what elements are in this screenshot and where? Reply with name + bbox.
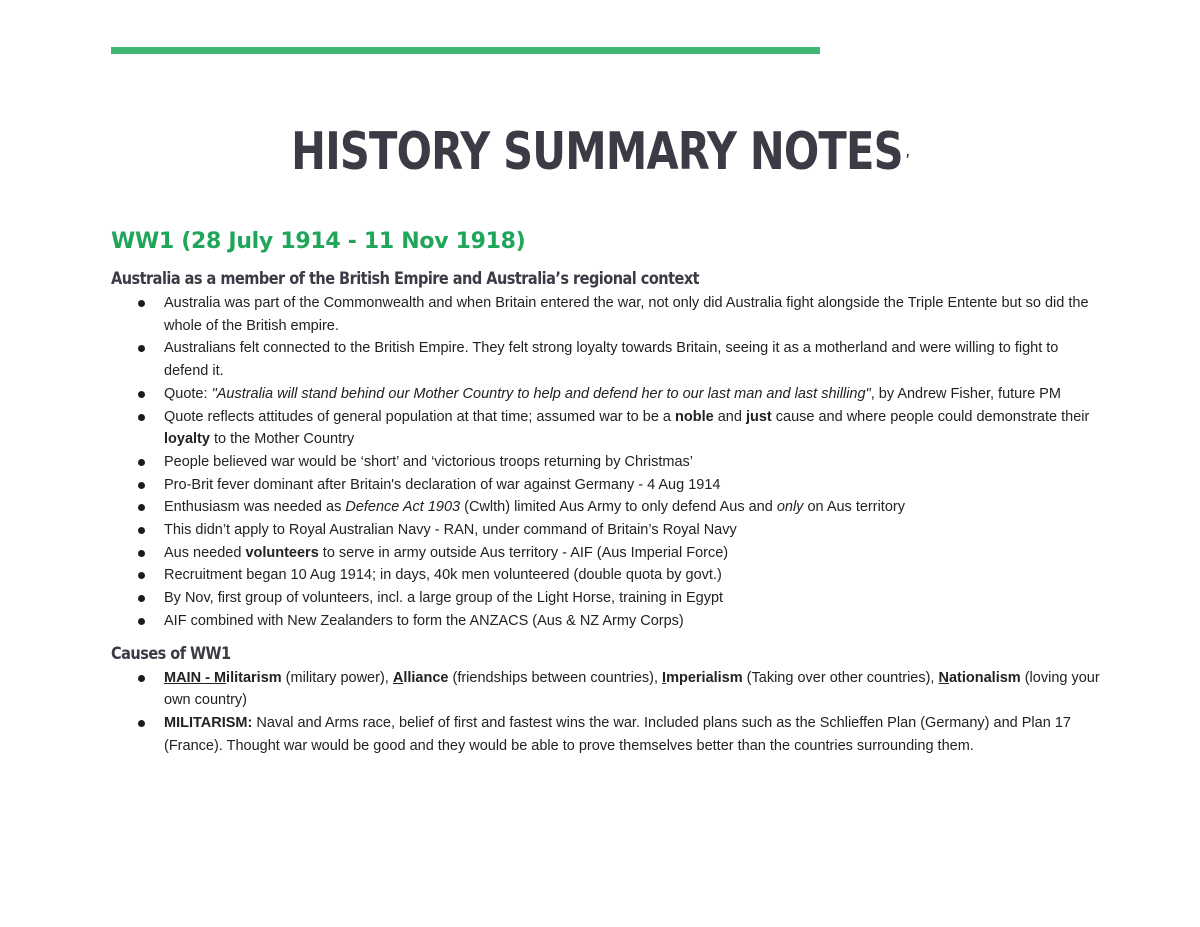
- bullet-icon: [138, 300, 145, 307]
- title-mark: ,: [905, 145, 909, 159]
- list-item-text: By Nov, first group of volunteers, incl. a large group of the Light Horse, training in Egypt: [164, 590, 724, 607]
- list-item-text: and: [713, 408, 746, 425]
- list-item-text: (Cwlth) limited Aus Army to only defend Aus and: [460, 499, 777, 516]
- bullet-icon: [138, 550, 145, 557]
- bullet-icon: [138, 572, 145, 579]
- list-item-text: Recruitment began 10 Aug 1914; in days, 40k men volunteered (double quota by govt.): [164, 567, 722, 584]
- list-item-text: (Taking over other countries),: [742, 669, 939, 686]
- list-item: [111, 406, 1101, 451]
- list-item-text: Australia was part of the Commonwealth and when Britain entered the war, not only did Australia fight alongside the Triple Entente but so did the whole of the British empire.: [164, 295, 1089, 334]
- bold-term: loyalty: [164, 431, 210, 448]
- bullet-icon: [138, 459, 145, 466]
- list-item: [111, 610, 1101, 633]
- list-item: [111, 496, 1101, 519]
- bold-term: noble: [675, 408, 714, 425]
- document-title: [120, 118, 1080, 186]
- list-item: [111, 383, 1101, 406]
- list-item: [111, 542, 1101, 565]
- list-item-text: Pro-Brit fever dominant after Britain's declaration of war against Germany - 4 Aug 1914: [164, 476, 721, 493]
- list-item-text: AIF combined with New Zealanders to form the ANZACS (Aus & NZ Army Corps): [164, 612, 684, 629]
- list-item-text: This didn’t apply to Royal Australian Navy - RAN, under command of Britain’s Royal Navy: [164, 522, 737, 539]
- militarism-label: MILITARISM:: [164, 714, 253, 731]
- list-item-text: Enthusiasm was needed as: [164, 499, 346, 516]
- acronym-letter-m: M: [213, 669, 227, 686]
- section-heading-ww1: WW1 (28 July 1914 - 11 Nov 1918): [111, 229, 526, 254]
- acronym-letter-a: A: [392, 669, 404, 686]
- acronym-letter-i: I: [662, 669, 667, 686]
- bold-term: just: [745, 408, 772, 425]
- list-item-text: to the Mother Country: [209, 431, 355, 448]
- bullet-icon: [138, 391, 145, 398]
- bullet-icon: [138, 595, 145, 602]
- bold-term: ilitarism: [226, 669, 282, 686]
- list-item-text: (friendships between countries),: [448, 669, 663, 686]
- bullet-icon: [138, 527, 145, 534]
- list-item: [111, 474, 1101, 497]
- list-item-text: Quote:: [164, 385, 212, 402]
- list-item-text: Quote reflects attitudes of general population at that time; assumed war to be a: [164, 408, 676, 425]
- subsection-heading-british-empire: Australia as a member of the British Empire and Australia’s regional context: [111, 269, 700, 288]
- list-item-text: (military power),: [281, 669, 393, 686]
- list-item-text: to serve in army outside Aus territory - AIF (Aus Imperial Force): [318, 544, 729, 561]
- list-item: [111, 564, 1101, 587]
- list-item: [111, 712, 1101, 757]
- main-acronym: MAIN: [164, 669, 206, 686]
- list-item-text: People believed war would be ‘short’ and ‘victorious troops returning by Christmas’: [164, 453, 693, 470]
- bullet-icon: [138, 482, 145, 489]
- list-item: [111, 587, 1101, 610]
- list-item: [111, 667, 1101, 712]
- bullet-icon: [138, 414, 145, 421]
- main-dash: -: [205, 669, 214, 686]
- subsection-heading-causes: Causes of WW1: [111, 643, 231, 663]
- bullet-icon: [138, 345, 145, 352]
- bold-term: mperialism: [666, 669, 743, 686]
- list-item: [111, 519, 1101, 542]
- bullet-icon: [138, 720, 145, 727]
- list-item: [111, 292, 1101, 337]
- bold-term: lliance: [403, 669, 449, 686]
- list-item-text: Aus needed: [164, 544, 246, 561]
- list-item: [111, 451, 1101, 474]
- list-item-text: on Aus territory: [803, 499, 905, 516]
- italic-term: only: [776, 499, 804, 516]
- document-body: [111, 226, 1101, 757]
- fisher-quote: "Australia will stand behind our Mother Country to help and defend her to our last man and last shilling": [211, 385, 871, 402]
- bullet-icon: [138, 618, 145, 625]
- list-item-text: Naval and Arms race, belief of first and fastest wins the war. Included plans such as the Schlieffen Plan (Germany) and Plan 17 (France). Thought war would be good and they would be able to prove themselves better than the countries surrounding them.: [164, 714, 1071, 754]
- bold-term: ationalism: [948, 669, 1021, 686]
- document-title-text: HISTORY SUMMARY NOTES: [291, 122, 903, 182]
- bullet-icon: [138, 504, 145, 511]
- list-item-text: cause and where people could demonstrate their: [771, 408, 1090, 425]
- bold-term: volunteers: [245, 544, 319, 561]
- list-item-text: Australians felt connected to the British Empire. They felt strong loyalty towards Britain, seeing it as a motherland and were willing to fight to defend it.: [164, 340, 1059, 380]
- top-accent-rule: [111, 47, 820, 54]
- list-item-text: , by Andrew Fisher, future PM: [870, 385, 1061, 402]
- list-item: [111, 337, 1101, 382]
- british-empire-bullet-list: [111, 292, 1101, 633]
- acronym-letter-n: N: [938, 669, 949, 686]
- italic-term: Defence Act 1903: [345, 499, 461, 516]
- bullet-icon: [138, 675, 145, 682]
- causes-bullet-list: [111, 667, 1101, 758]
- list-item-text: (loving your own country): [164, 669, 1100, 709]
